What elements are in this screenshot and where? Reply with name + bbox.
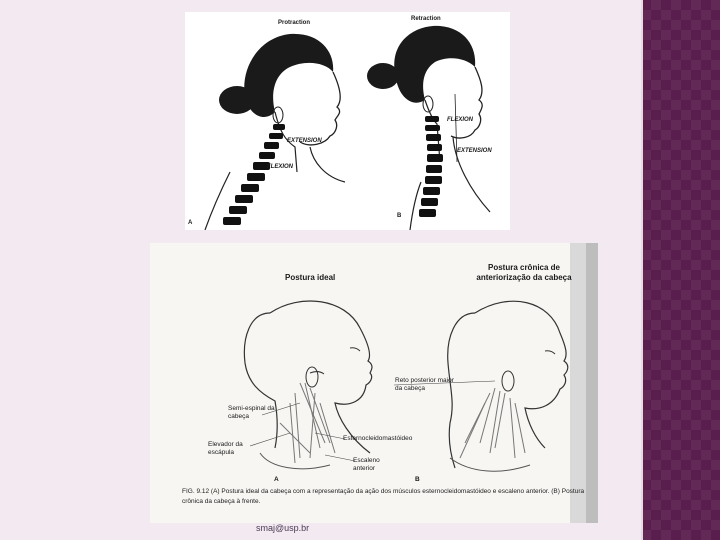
- side-panel-edge: [641, 0, 643, 540]
- heading-postura-anteriorizacao: Postura crônica de anteriorização da cabeça: [476, 263, 572, 282]
- label-esternocleidomastoideo: Esternocleidomastóideo: [343, 435, 413, 442]
- panel-label-a: A: [274, 476, 279, 483]
- label-escaleno-anterior: Escaleno anterior: [353, 457, 380, 472]
- label-elevador-escapula: Elevador da escápula: [208, 441, 243, 456]
- label-flexion-left: FLEXION: [267, 164, 294, 170]
- footer-email: smaj@usp.br: [256, 523, 310, 533]
- figure-caption: FIG. 9.12 (A) Postura ideal da cabeça com a representação da ação dos músculos esternocleidomastóideo e escaleno anterior. (B) Postura crônica da cabeça à frente.: [182, 488, 585, 505]
- panel-label-b: B: [415, 476, 420, 483]
- figure-b-illustration: [150, 243, 598, 523]
- title-protraction: Protraction: [278, 20, 311, 26]
- figure-head-posture: [150, 243, 598, 523]
- heading-postura-ideal: Postura ideal: [285, 273, 336, 282]
- label-semi-espinal: Semi-espinal da cabeça: [228, 405, 275, 420]
- label-extension-right: EXTENSION: [457, 148, 492, 154]
- label-flexion-right: FLEXION: [447, 117, 474, 123]
- decorative-side-panel: [641, 0, 720, 540]
- figure-protraction-retraction: [185, 12, 510, 230]
- panel-label-b: B: [397, 213, 402, 219]
- label-extension-left: EXTENSION: [287, 138, 322, 144]
- panel-label-a: A: [188, 220, 193, 226]
- title-retraction: Retraction: [411, 16, 441, 22]
- label-reto-posterior: Reto posterior maior da cabeça: [395, 377, 454, 392]
